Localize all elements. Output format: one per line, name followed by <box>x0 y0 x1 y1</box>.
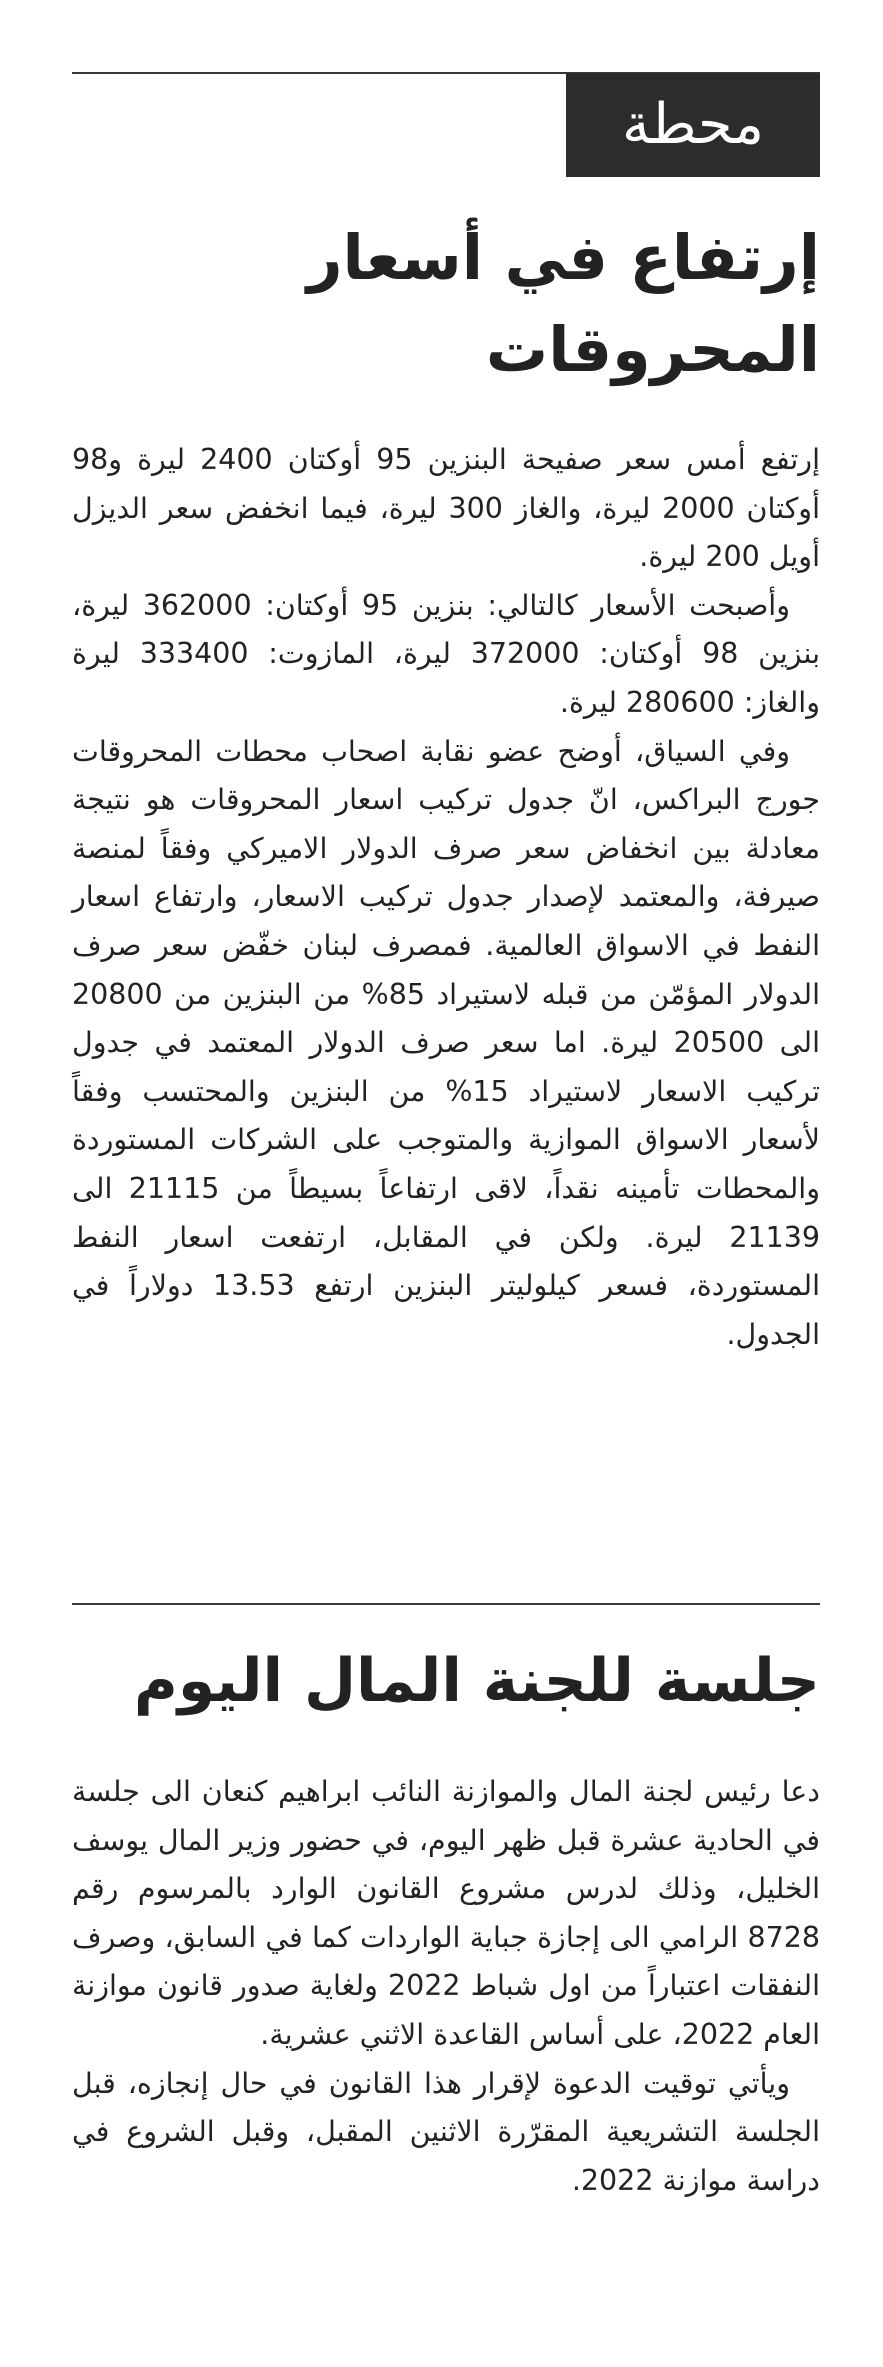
article-2-paragraph: دعا رئيس لجنة المال والموازنة النائب ابراهيم كنعان الى جلسة في الحادية عشرة قبل ظهر اليوم، في حضور وزير المال يوسف الخليل، وذلك لدرس مشروع القانون الوارد بالمرسوم رقم 8728 الرامي الى إجازة جباية الواردات كما في السابق، وصرف النفقات اعتباراً من اول شباط 2022 ولغاية صدور قانون موازنة العام 2022، على أساس القاعدة الاثني عشرية. <box>72 1775 820 2051</box>
article-2-paragraph: ويأتي توقيت الدعوة لإقرار هذا القانون في حال إنجازه، قبل الجلسة التشريعية المقرّرة الاثنين المقبل، وقبل الشروع في دراسة موازنة 2022. <box>72 2066 820 2197</box>
article-1-paragraph: وفي السياق، أوضح عضو نقابة اصحاب محطات المحروقات جورج البراكس، انّ جدول تركيب اسعار المحروقات هو نتيجة معادلة بين انخفاض سعر صرف الدولار الاميركي وفقاً لمنصة صيرفة، والمعتمد لإصدار جدول تركيب الاسعار، وارتفاع اسعار النفط في الاسواق العالمية. فمصرف لبنان خفّض سعر صرف الدولار المؤمّن من قبله لاستيراد 85% من البنزين من 20800 الى 20500 ليرة. اما سعر صرف الدولار المعتمد في جدول تركيب الاسعار لاستيراد 15% من البنزين والمحتسب وفقاً لأسعار الاسواق الموازية والمتوجب على الشركات المستوردة والمحطات تأمينه نقداً، لاقى ارتفاعاً بسيطاً من 21115 الى 21139 ليرة. ولكن في المقابل، ارتفعت اسعار النفط المستوردة، فسعر كيلوليتر البنزين ارتفع 13.53 دولاراً في الجدول. <box>72 734 821 1351</box>
article-divider <box>72 1603 820 1605</box>
section-tag: محطة <box>566 73 820 177</box>
article-2-body <box>72 1768 820 2205</box>
article-1-paragraph: وأصبحت الأسعار كالتالي: بنزين 95 أوكتان: 362000 ليرة، بنزين 98 أوكتان: 372000 ليرة، المازوت: 333400 ليرة والغاز: 280600 ليرة. <box>72 588 821 719</box>
article-1-headline: إرتفاع في أسعار المحروقات <box>306 221 820 386</box>
article-1-body <box>72 436 820 1359</box>
article-1-paragraph: إرتفع أمس سعر صفيحة البنزين 95 أوكتان 2400 ليرة و98 أوكتان 2000 ليرة، والغاز 300 ليرة، فيما انخفض سعر الديزل أويل 200 ليرة. <box>72 443 820 574</box>
article-2-headline: جلسة للجنة المال اليوم <box>133 1646 820 1716</box>
